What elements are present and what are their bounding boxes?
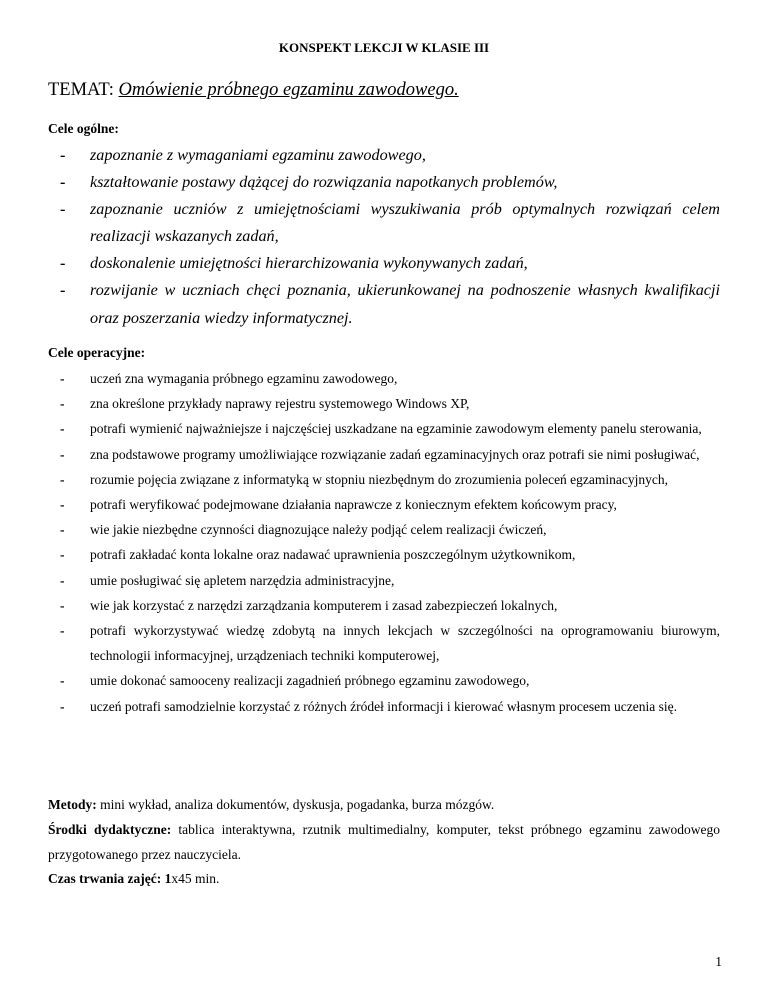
- list-item-text: kształtowanie postawy dążącej do rozwiązania napotkanych problemów,: [90, 173, 558, 192]
- list-item: [48, 169, 720, 196]
- list-item: [48, 618, 720, 668]
- lesson-topic: [48, 79, 459, 101]
- list-item-text: zapoznanie z wymaganiami egzaminu zawodowego,: [90, 146, 426, 164]
- list-item: [48, 442, 720, 467]
- topic-text: Omówienie próbnego egzaminu zawodowego.: [118, 80, 459, 100]
- dash-bullet: -: [60, 200, 66, 219]
- list-item-text: uczeń potrafi samodzielnie korzystać z różnych źródeł informacji i kierować własnym procesem uczenia się.: [90, 698, 677, 714]
- list-item: [48, 416, 720, 441]
- list-item: [48, 196, 720, 250]
- list-item-text: umie posługiwać się apletem narzędzia administracyjne,: [90, 572, 395, 588]
- list-item-text: rozwijanie w uczniach chęci poznania, ukierunkowanej na podnoszenie własnych kwalifikacji oraz poszerzania wiedzy informatycznej.: [90, 281, 720, 327]
- list-item-text: potrafi weryfikować podejmowane działania naprawcze z koniecznym efektem końcowym pracy,: [90, 497, 617, 513]
- list-item-text: doskonalenie umiejętności hierarchizowania wykonywanych zadań,: [90, 254, 528, 273]
- dash-bullet: -: [60, 522, 65, 538]
- general-goals-heading: Cele ogólne:: [48, 121, 119, 136]
- dash-bullet: -: [60, 396, 65, 412]
- duration-line: [48, 866, 720, 891]
- general-goals-list: [48, 142, 720, 332]
- dash-bullet: -: [60, 421, 65, 437]
- list-item-text: uczeń zna wymagania próbnego egzaminu zawodowego,: [90, 371, 398, 386]
- list-item-text: wie jak korzystać z narzędzi zarządzania komputerem i zasad zabezpieczeń lokalnych,: [90, 597, 558, 613]
- list-item: [48, 517, 720, 542]
- topic-label: TEMAT:: [48, 80, 114, 100]
- list-item: [48, 391, 720, 416]
- dash-bullet: -: [60, 446, 65, 462]
- list-item: [48, 593, 720, 618]
- list-item: [48, 250, 720, 277]
- list-item-text: zna podstawowe programy umożliwiające rozwiązanie zadań egzaminacyjnych oraz potrafi sie nimi posługiwać,: [90, 446, 700, 462]
- dash-bullet: -: [60, 623, 65, 639]
- list-item-text: potrafi zakładać konta lokalne oraz nadawać uprawnienia poszczególnym użytkownikom,: [90, 547, 576, 563]
- page-number: 1: [715, 954, 722, 969]
- dash-bullet: -: [60, 597, 65, 613]
- dash-bullet: -: [60, 572, 65, 588]
- list-item: [48, 694, 720, 719]
- list-item-text: umie dokonać samooceny realizacji zagadnień próbnego egzaminu zawodowego,: [90, 673, 530, 689]
- list-item-text: wie jakie niezbędne czynności diagnozujące należy podjąć celem realizacji ćwiczeń,: [90, 522, 547, 538]
- methods-line: [48, 792, 720, 817]
- teaching-aids-label: Środki dydaktyczne:: [48, 822, 172, 837]
- list-item-text: potrafi wykorzystywać wiedzę zdobytą na innych lekcjach w szczególności na oprogramowaniu biurowym, technologii informacyjnej, urządzeniach techniki komputerowej,: [90, 623, 720, 664]
- dash-bullet: -: [60, 281, 66, 300]
- dash-bullet: -: [60, 146, 66, 164]
- list-item: [48, 568, 720, 593]
- list-item: [48, 277, 720, 331]
- duration-count: 1: [161, 871, 172, 886]
- teaching-aids-text: tablica interaktywna, rzutnik multimedialny, komputer, tekst próbnego egzaminu zawodowego przygotowanego przez nauczyciela.: [48, 822, 720, 862]
- dash-bullet: -: [60, 173, 66, 192]
- dash-bullet: -: [60, 698, 65, 714]
- dash-bullet: -: [60, 371, 65, 386]
- list-item: [48, 668, 720, 693]
- list-item: [48, 366, 720, 391]
- list-item: [48, 492, 720, 517]
- dash-bullet: -: [60, 673, 65, 689]
- document-title: KONSPEKT LEKCJI W KLASIE III: [278, 40, 490, 55]
- dash-bullet: -: [60, 497, 65, 513]
- operational-goals-list: [48, 366, 720, 719]
- methods-text: mini wykład, analiza dokumentów, dyskusja, pogadanka, burza mózgów.: [96, 797, 495, 812]
- duration-label: Czas trwania zajęć:: [48, 871, 162, 886]
- list-item: [48, 542, 720, 567]
- duration-text: x45 min.: [171, 871, 220, 886]
- operational-goals-heading: Cele operacyjne:: [48, 345, 146, 360]
- teaching-aids-line: [48, 817, 720, 867]
- list-item-text: rozumie pojęcia związane z informatyką w stopniu niezbędnym do zrozumienia poleceń egzaminacyjnych,: [90, 471, 669, 487]
- list-item: [48, 467, 720, 492]
- dash-bullet: -: [60, 254, 66, 273]
- list-item-text: zna określone przykłady naprawy rejestru systemowego Windows XP,: [90, 396, 470, 412]
- dash-bullet: -: [60, 547, 65, 563]
- list-item-text: zapoznanie uczniów z umiejętnościami wyszukiwania prób optymalnych rozwiązań celem realizacji wskazanych zadań,: [90, 200, 720, 246]
- dash-bullet: -: [60, 471, 65, 487]
- methods-label: Metody:: [48, 797, 97, 812]
- list-item-text: potrafi wymienić najważniejsze i najczęściej uszkadzane na egzaminie zawodowym elementy panelu sterowania,: [90, 421, 702, 437]
- list-item: [48, 142, 720, 169]
